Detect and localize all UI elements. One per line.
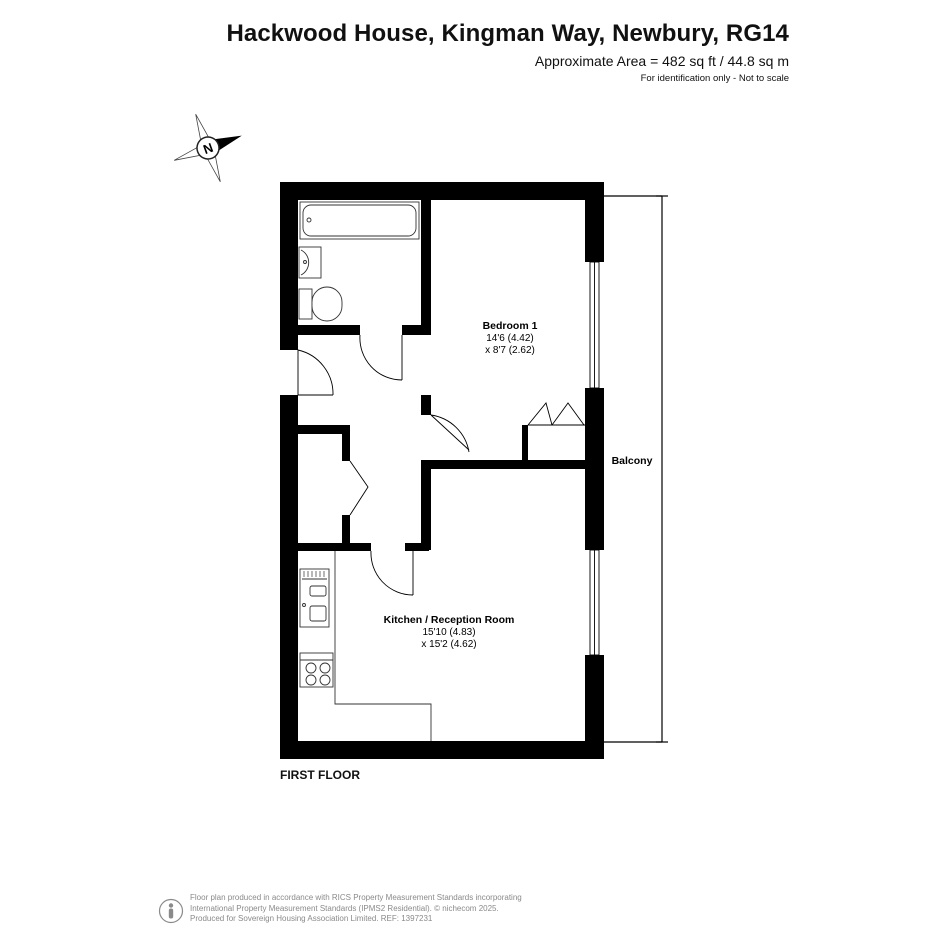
person-logo-icon <box>158 898 184 924</box>
balcony-name: Balcony <box>611 455 653 467</box>
footer-line: Produced for Sovereign Housing Association Limited. REF: 1397231 <box>190 914 433 924</box>
property-title: Hackwood House, Kingman Way, Newbury, RG14 <box>226 20 789 47</box>
bedroom-name: Bedroom 1 <box>482 320 538 332</box>
kitchen-dimension-2: x 15'2 (4.62) <box>421 639 477 650</box>
floor-label: FIRST FLOOR <box>280 768 360 782</box>
kitchen-name: Kitchen / Reception Room <box>383 614 515 626</box>
scale-note: For identification only - Not to scale <box>640 73 789 84</box>
compass-letter: N <box>201 139 216 158</box>
bedroom-dimension-1: 14'6 (4.42) <box>486 333 534 344</box>
footer-line: Floor plan produced in accordance with RICS Property Measurement Standards incorporating <box>190 893 522 902</box>
kitchen-dimension-1: 15'10 (4.83) <box>422 627 476 638</box>
footer-line: International Property Measurement Standards (IPMS2 Residential). © nichecom 2025. <box>190 903 499 913</box>
bedroom-dimension-2: x 8'7 (2.62) <box>485 345 535 356</box>
approximate-area: Approximate Area = 482 sq ft / 44.8 sq m <box>534 53 789 69</box>
balcony-outline <box>602 196 668 742</box>
kitchen-fixtures <box>300 551 431 741</box>
compass-icon <box>162 102 254 194</box>
footer-credits <box>190 893 522 925</box>
bathroom-fixtures <box>299 202 419 321</box>
